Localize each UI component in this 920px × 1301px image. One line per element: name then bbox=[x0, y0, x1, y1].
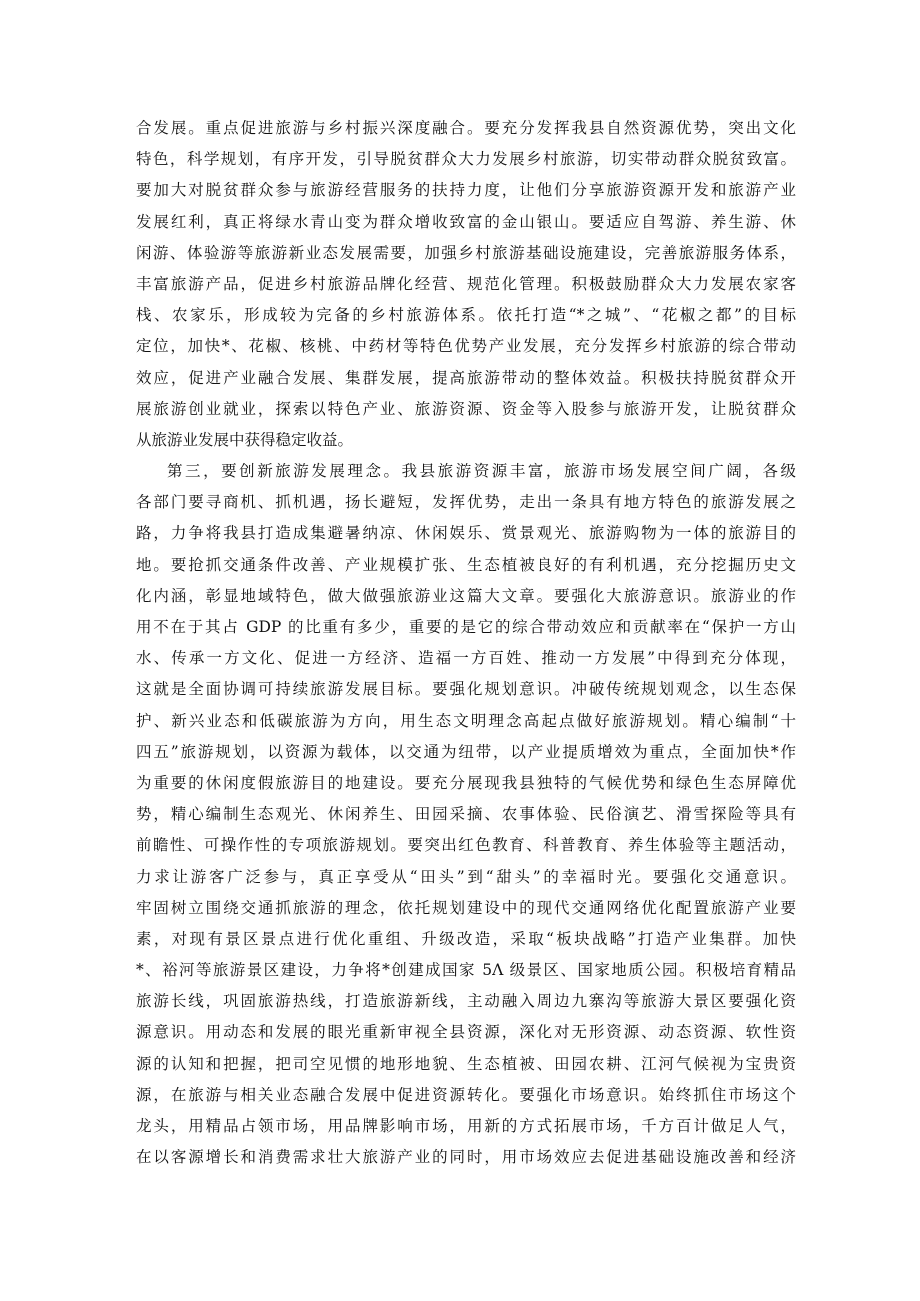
paragraph-1-line: 从旅游业发展中获得稳定收益。 bbox=[136, 430, 354, 449]
paragraph-2-line: 用不在于其占 GDP 的比重有多少，重要的是它的综合带动效应和贡献率在“保护一方山 bbox=[136, 618, 796, 636]
paragraph-2-line: 护、新兴业态和低碳旅游为方向，用生态文明理念高起点做好旅游规划。精心编制“十 bbox=[136, 711, 796, 730]
paragraph-1-line: 发展红利，真正将绿水青山变为群众增收致富的金山银山。要适应自驾游、养生游、休 bbox=[136, 212, 796, 231]
paragraph-2-line: 旅游长线，巩固旅游热线，打造旅游新线，主动融入周边九寨沟等旅游大景区要强化资 bbox=[136, 992, 796, 1011]
paragraph-1-line: 闲游、体验游等旅游新业态发展需要，加强乡村旅游基础设施建设，完善旅游服务体系， bbox=[136, 243, 796, 262]
paragraph-1-line: 丰富旅游产品，促进乡村旅游品牌化经营、规范化管理。积极鼓励群众大力发展农家客 bbox=[136, 274, 796, 293]
paragraph-2-line: 四五”旅游规划，以资源为载体，以交通为纽带，以产业提质增效为重点，全面加快*作 bbox=[136, 742, 796, 761]
paragraph-2-line: 势，精心编制生态观光、休闲养生、田园采摘、农事体验、民俗演艺、滑雪探险等具有 bbox=[136, 805, 796, 824]
paragraph-2-line: 牢固树立围绕交通抓旅游的理念，依托规划建设中的现代交通网络优化配置旅游产业要 bbox=[136, 898, 796, 917]
paragraph-2-line: 水、传承一方文化、促进一方经济、造福一方百姓、推动一方发展”中得到充分体现， bbox=[136, 649, 796, 668]
paragraph-1-line: 要加大对脱贫群众参与旅游经营服务的扶持力度，让他们分享旅游资源开发和旅游产业 bbox=[136, 181, 796, 200]
paragraph-1-line: 特色，科学规划，有序开发，引导脱贫群众大力发展乡村旅游，切实带动群众脱贫致富。 bbox=[136, 150, 796, 169]
paragraph-1-line: 栈、农家乐，形成较为完备的乡村旅游体系。依托打造“*之城”、“花椒之都”的目标 bbox=[136, 306, 796, 325]
paragraph-1-line: 展旅游创业就业，探索以特色产业、旅游资源、资金等入股参与旅游开发，让脱贫群众 bbox=[136, 399, 796, 418]
paragraph-2-line: 各部门要寻商机、抓机遇，扬长避短，发挥优势，走出一条具有地方特色的旅游发展之 bbox=[136, 493, 796, 512]
paragraph-2-line: 源的认知和把握，把司空见惯的地形地貌、生态植被、田园农耕、江河气候视为宝贵资 bbox=[136, 1054, 796, 1073]
paragraph-1-line: 合发展。重点促进旅游与乡村振兴深度融合。要充分发挥我县自然资源优势，突出文化 bbox=[136, 119, 796, 137]
paragraph-2-line: 素，对现有景区景点进行优化重组、升级改造，采取“板块战略”打造产业集群。加快 bbox=[136, 929, 796, 948]
paragraph-2-line: 化内涵，彰显地域特色，做大做强旅游业这篇大文章。要强化大旅游意识。旅游业的作 bbox=[136, 586, 796, 605]
paragraph-2-line: 在以客源增长和消费需求壮大旅游产业的同时，用市场效应去促进基础设施改善和经济 bbox=[136, 1148, 796, 1167]
paragraph-1-line: 效应，促进产业融合发展、集群发展，提高旅游带动的整体效益。积极扶持脱贫群众开 bbox=[136, 368, 796, 387]
paragraph-2-line: 为重要的休闲度假旅游目的地建设。要充分展现我县独特的气候优势和绿色生态屏障优 bbox=[136, 773, 796, 792]
paragraph-2-line: 源意识。用动态和发展的眼光重新审视全县资源，深化对无形资源、动态资源、软性资 bbox=[136, 1023, 796, 1042]
paragraph-2-line: 前瞻性、可操作性的专项旅游规划。要突出红色教育、科普教育、养生体验等主题活动， bbox=[136, 836, 796, 855]
paragraph-1-line: 定位，加快*、花椒、核桃、中药材等特色优势产业发展，充分发挥乡村旅游的综合带动 bbox=[136, 337, 796, 356]
document-body bbox=[136, 113, 796, 1173]
paragraph-2-line: 源，在旅游与相关业态融合发展中促进资源转化。要强化市场意识。始终抓住市场这个 bbox=[136, 1085, 796, 1104]
paragraph-2-first-line: 第三，要创新旅游发展理念。我县旅游资源丰富，旅游市场发展空间广阔，各级 bbox=[167, 462, 796, 481]
paragraph-2-line: 这就是全面协调可持续旅游发展目标。要强化规划意识。冲破传统规划观念，以生态保 bbox=[136, 680, 796, 699]
paragraph-2-line: 力求让游客广泛参与，真正享受从“田头”到“甜头”的幸福时光。要强化交通意识。 bbox=[136, 867, 796, 886]
paragraph-2-line: *、裕河等旅游景区建设，力争将*创建成国家 5Λ 级景区、国家地质公园。积极培育精品 bbox=[136, 961, 796, 980]
paragraph-2-line: 龙头，用精品占领市场，用品牌影响市场，用新的方式拓展市场，千方百计做足人气， bbox=[136, 1117, 796, 1135]
paragraph-2-line: 路，力争将我县打造成集避暑纳凉、休闲娱乐、赏景观光、旅游购物为一体的旅游目的 bbox=[136, 524, 796, 543]
paragraph-2-line: 地。要抢抓交通条件改善、产业规模扩张、生态植被良好的有利机遇，充分挖掘历史文 bbox=[136, 555, 796, 574]
